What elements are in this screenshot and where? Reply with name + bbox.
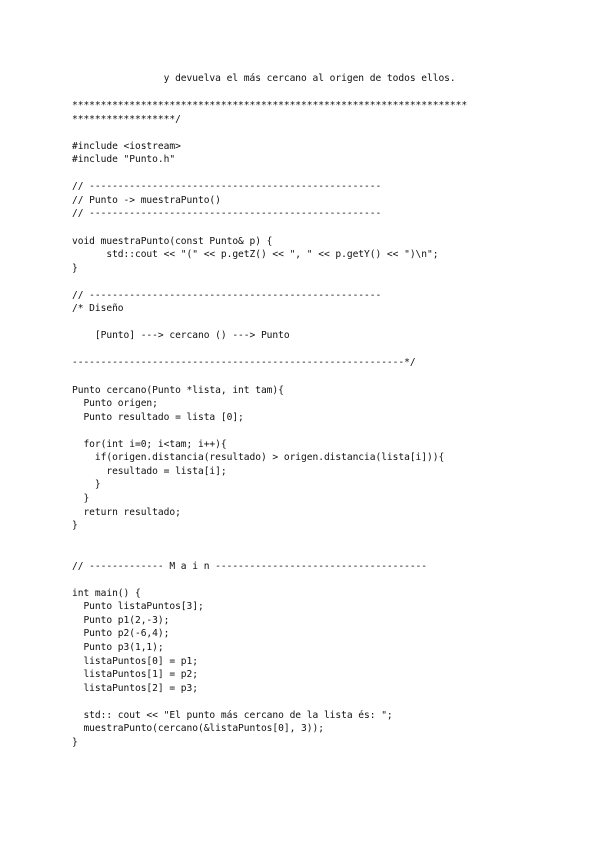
code-line: }: [72, 479, 101, 491]
code-line: if(origen.distancia(resultado) > origen.distancia(lista[i])){: [72, 452, 445, 464]
code-line: muestraPunto(cercano(&listaPuntos[0], 3));: [72, 723, 324, 735]
code-line: resultado = lista[i];: [72, 465, 227, 477]
code-line: /* Diseño: [72, 303, 124, 315]
code-line: #include "Punto.h": [72, 154, 176, 166]
code-line: return resultado;: [72, 506, 181, 518]
code-line: [72, 533, 467, 547]
code-line: // ------------- M a i n -------------------------------------: [72, 560, 428, 572]
code-line: // ---------------------------------------------------: [72, 289, 382, 301]
code-line: [72, 343, 467, 357]
code-line: [Punto] ---> cercano () ---> Punto: [72, 330, 290, 342]
code-listing: [72, 72, 467, 749]
code-line: Punto p2(-6,4);: [72, 628, 170, 640]
code-line: Punto origen;: [72, 398, 158, 410]
code-line: Punto p1(2,-3);: [72, 614, 170, 626]
code-line: [72, 573, 467, 587]
code-line: [72, 275, 467, 289]
code-line: // ---------------------------------------------------: [72, 181, 382, 193]
code-line: }: [72, 262, 78, 274]
code-line: // Punto -> muestraPunto(): [72, 194, 221, 206]
code-line: [72, 424, 467, 438]
code-line: [72, 126, 467, 140]
code-line: *********************************************************************: [72, 100, 468, 112]
code-line: std::cout << "(" << p.getZ() << ", " << p.getY() << ")\n";: [72, 249, 439, 261]
code-line: }: [72, 736, 78, 748]
code-line: // ---------------------------------------------------: [72, 208, 382, 220]
code-line: [72, 546, 467, 560]
code-line: std:: cout << "El punto más cercano de la lista és: ";: [72, 709, 393, 721]
code-line: int main() {: [72, 587, 141, 599]
code-line: [72, 370, 467, 384]
code-line: [72, 221, 467, 235]
code-line: #include <iostream>: [72, 140, 181, 152]
code-line: [72, 695, 467, 709]
code-line: listaPuntos[0] = p1;: [72, 655, 198, 667]
code-line: Punto listaPuntos[3];: [72, 601, 204, 613]
code-line: void muestraPunto(const Punto& p) {: [72, 235, 273, 247]
code-line: ----------------------------------------------------------*/: [72, 357, 416, 369]
code-line: ******************/: [72, 113, 181, 125]
code-line: [72, 316, 467, 330]
code-line: listaPuntos[1] = p2;: [72, 669, 198, 681]
code-line: Punto cercano(Punto *lista, int tam){: [72, 384, 284, 396]
code-line: [72, 86, 467, 100]
code-line: y devuelva el más cercano al origen de todos ellos.: [72, 73, 456, 84]
code-line: listaPuntos[2] = p3;: [72, 682, 198, 694]
code-line: }: [72, 520, 78, 532]
code-line: for(int i=0; i<tam; i++){: [72, 438, 227, 450]
code-line: Punto p3(1,1);: [72, 641, 164, 653]
code-line: [72, 167, 467, 181]
code-line: Punto resultado = lista [0];: [72, 411, 244, 423]
code-line: }: [72, 492, 90, 504]
